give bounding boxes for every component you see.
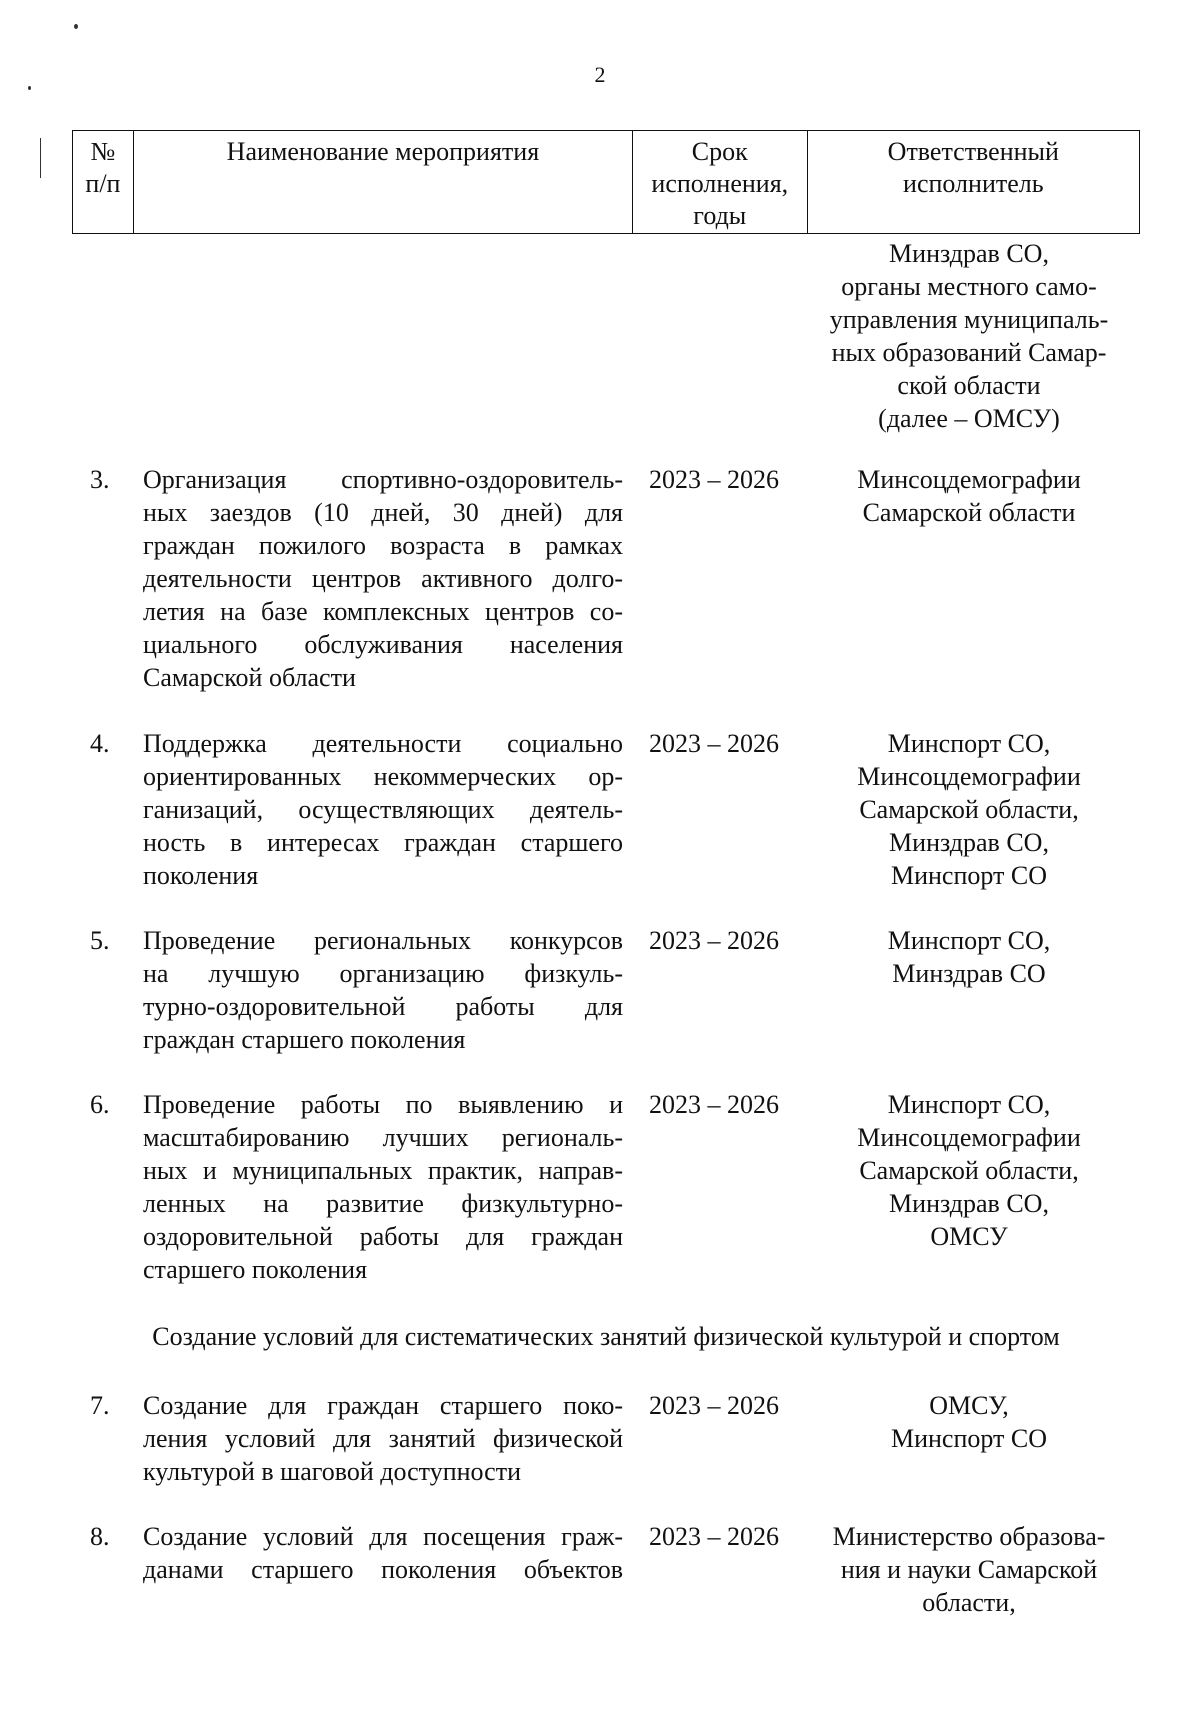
header-responsible-line: исполнитель [903,169,1044,198]
responsible-line: Минсоцдемографии [857,762,1081,791]
row-term: 2023 – 2026 [649,729,779,758]
name-line: граждан старшего поколения [143,1025,466,1054]
responsible-line: Минсоцдемографии [857,1123,1081,1152]
name-line: оздоровительной работы для граждан [143,1222,623,1251]
row-number: 4. [90,729,110,758]
header-number [73,131,133,233]
name-line: циального обслуживания населения [143,630,623,659]
header-term [632,131,807,233]
name-line: Самарской области [143,663,356,692]
row-responsible [808,1088,1130,1253]
responsible-line: (далее – ОМСУ) [878,404,1060,433]
scan-speck [28,86,31,90]
header-term-line: годы [693,201,747,230]
header-responsible-line: Ответственный [887,137,1059,166]
header-term-line: Срок [691,137,748,166]
header-name [133,131,632,233]
row-term: 2023 – 2026 [649,465,779,494]
scan-speck [40,138,41,178]
row-name [143,463,623,694]
name-line: деятельности центров активного долго- [143,564,623,593]
row-name [143,1088,623,1286]
row-responsible [808,924,1130,990]
row-name [143,1520,623,1586]
row-number: 6. [90,1090,110,1119]
responsible-line: Минспорт СО, [887,926,1051,955]
name-line: Создание условий для посещения граж- [143,1522,623,1551]
name-line: ных заездов (10 дней, 30 дней) для [143,498,623,527]
responsible-line: Минздрав СО [892,959,1046,988]
name-line: Создание для граждан старшего поко- [143,1391,623,1420]
name-line: масштабированию лучших региональ- [143,1123,623,1152]
row-name [143,727,623,892]
responsible-line: ных образований Самар- [831,338,1107,367]
responsible-line: Минспорт СО [890,861,1048,890]
name-line: Поддержка деятельности социально [143,729,623,758]
responsible-line: Минздрав СО, [889,1189,1049,1218]
row-number: 8. [90,1522,110,1551]
name-line: Проведение региональных конкурсов [143,926,623,955]
row-term: 2023 – 2026 [649,1391,779,1420]
header-responsible [807,131,1139,233]
responsible-line: Минспорт СО [890,1424,1048,1453]
row-responsible [808,1389,1130,1455]
name-line: ления условий для занятий физической [143,1424,623,1453]
responsible-line: ОМСУ [930,1222,1008,1251]
row-responsible [808,237,1130,435]
responsible-line: Минздрав СО, [889,828,1049,857]
name-line: старшего поколения [143,1255,368,1284]
responsible-line: Самарской области, [859,795,1079,824]
responsible-line: Минспорт СО, [887,1090,1051,1119]
responsible-line: ния и науки Самарской [840,1555,1098,1584]
row-number: 5. [90,926,110,955]
row-responsible [808,1520,1130,1619]
row-number: 7. [90,1391,110,1420]
row-responsible [808,463,1130,529]
row-term: 2023 – 2026 [649,926,779,955]
section-heading: Создание условий для систематических занятий физической культурой и спортом [152,1322,1060,1351]
row-responsible [808,727,1130,892]
name-line: турно-оздоровительной работы для [143,992,623,1021]
row-term: 2023 – 2026 [649,1090,779,1119]
header-number-line: п/п [85,169,121,198]
row-name [143,1389,623,1488]
header-number-line: № [90,137,116,166]
responsible-line: Минспорт СО, [887,729,1051,758]
name-line: ганизаций, осуществляющих деятель- [143,795,623,824]
responsible-line: Самарской области, [859,1156,1079,1185]
responsible-line: ОМСУ, [929,1391,1009,1420]
name-line: ность в интересах граждан старшего [143,828,623,857]
header-name-line: Наименование мероприятия [226,137,540,166]
responsible-line: области, [922,1588,1016,1617]
responsible-line: Минздрав СО, [889,239,1049,268]
responsible-line: Самарской области [862,498,1076,527]
table-header [72,130,1140,234]
row-term: 2023 – 2026 [649,1522,779,1551]
name-line: ориентированных некоммерческих ор- [143,762,623,791]
row-number: 3. [90,465,110,494]
scan-speck [74,24,78,29]
name-line: поколения [143,861,259,890]
header-term-line: исполнения, [651,169,789,198]
responsible-line: органы местного само- [841,272,1097,301]
name-line: Проведение работы по выявлению и [143,1090,623,1119]
responsible-line: Минсоцдемографии [857,465,1081,494]
name-line: летия на базе комплексных центров со- [143,597,623,626]
name-line: культурой в шаговой доступности [143,1457,521,1486]
responsible-line: Министерство образова- [832,1522,1106,1551]
responsible-line: ской области [897,371,1041,400]
name-line: ных и муниципальных практик, направ- [143,1156,623,1185]
name-line: граждан пожилого возраста в рамках [143,531,623,560]
row-name [143,924,623,1056]
page-number: 2 [594,62,606,87]
name-line: Организация спортивно-оздоровитель- [143,465,623,494]
name-line: на лучшую организацию физкуль- [143,959,623,988]
name-line: данами старшего поколения объектов [143,1555,623,1584]
name-line: ленных на развитие физкультурно- [143,1189,623,1218]
responsible-line: управления муниципаль- [829,305,1109,334]
